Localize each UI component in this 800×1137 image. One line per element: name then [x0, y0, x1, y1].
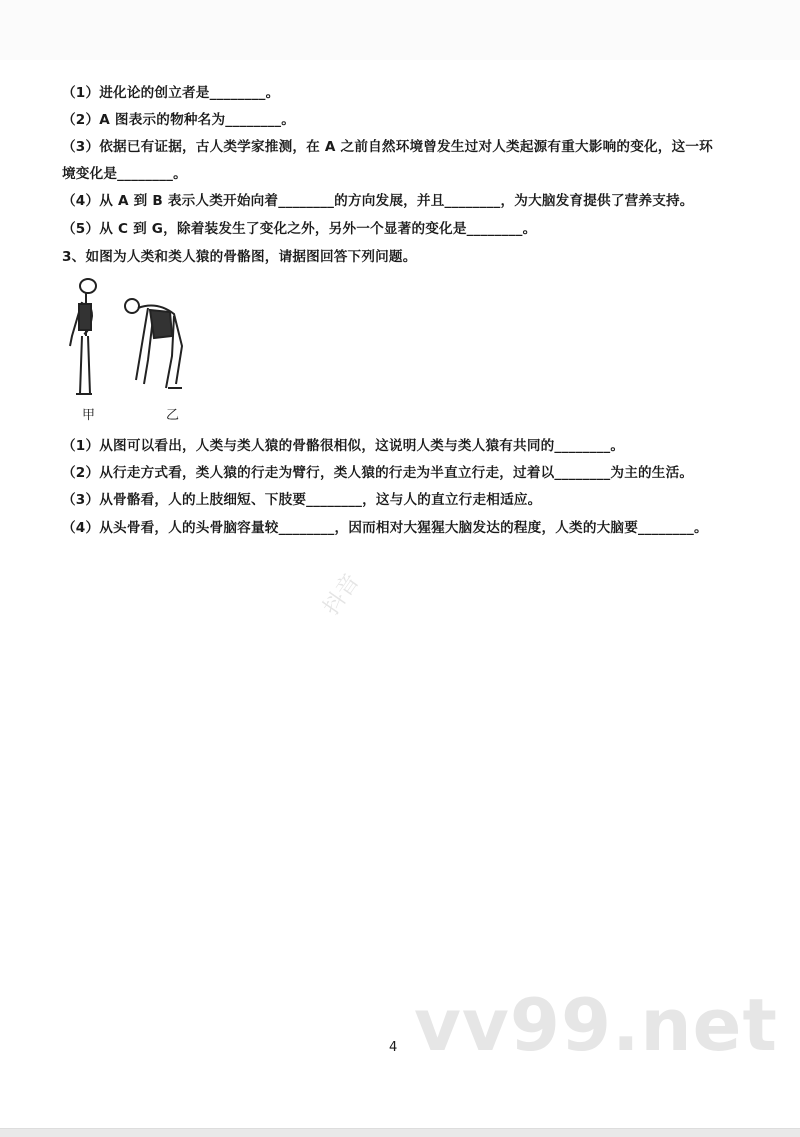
question-2-1: （1）进化论的创立者是________。: [62, 85, 280, 101]
question-3-4: （4）从头骨看，人的头骨脑容量较________，因而相对大猩猩大脑发达的程度，人类的大脑要________。: [62, 520, 708, 536]
label-human: 甲: [82, 408, 96, 423]
question-2-5: （5）从 C 到 G，除着装发生了变化之外，另外一个显著的变化是________。: [62, 221, 537, 237]
watermark-douyin: 抖音: [318, 569, 365, 620]
question-3-3: （3）从骨骼看，人的上肢细短、下肢要________，这与人的直立行走相适应。: [62, 492, 542, 508]
page-number: 4: [389, 1040, 398, 1055]
question-2-3a: （3）依据已有证据，古人类学家推测，在 A 之前自然环境曾发生过对人类起源有重大影响的变化，这一环: [62, 139, 713, 155]
question-2-2: （2）A 图表示的物种名为________。: [62, 112, 296, 128]
skeleton-figure: [62, 276, 202, 426]
watermark-site: vv99.net: [414, 983, 778, 1067]
label-ape: 乙: [166, 408, 180, 423]
question-3-title: 3、如图为人类和类人猿的骨骼图，请据图回答下列问题。: [62, 249, 417, 265]
viewer-top-bar: [0, 0, 800, 60]
viewer-bottom-bar: [0, 1128, 800, 1137]
question-2-4: （4）从 A 到 B 表示人类开始向着________的方向发展，并且________，为大脑发育提供了营养支持。: [62, 193, 694, 209]
question-3-2: （2）从行走方式看，类人猿的行走为臂行，类人猿的行走为半直立行走，过着以________为主的生活。: [62, 465, 694, 481]
question-2-3b: 境变化是________。: [62, 166, 187, 182]
human-ape-skeleton-image: [62, 276, 202, 406]
question-3-1: （1）从图可以看出，人类与类人猿的骨骼很相似，这说明人类与类人猿有共同的________。: [62, 438, 625, 454]
